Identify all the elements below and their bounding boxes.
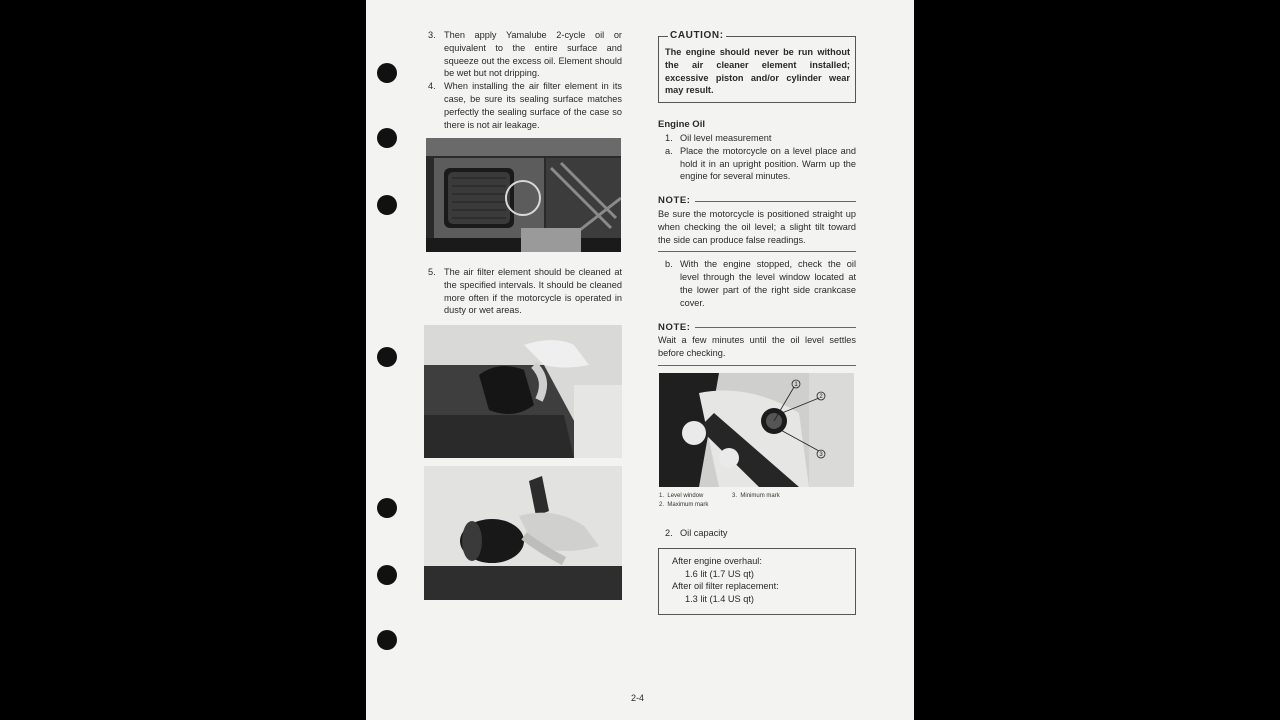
list-item: 5. The air filter element should be cleaned at the specified intervals. It should be cleaned more often if the motorcycle is operated in dusty or wet areas. — [428, 267, 622, 316]
callout-1: 1 — [794, 382, 798, 388]
list-item: 3. Then apply Yamalube 2-cycle oil or equivalent to the entire surface and squeeze out the excess oil. Element should be wet but not dripping. — [428, 30, 622, 79]
binder-hole — [377, 347, 397, 367]
oil-capacity-section — [658, 527, 856, 615]
right-column — [658, 29, 856, 366]
caution-box — [658, 30, 856, 103]
overhaul-value: 1.6 lit (1.7 US qt) — [685, 568, 754, 579]
note-text: Be sure the motorcycle is positioned straight up when checking the oil level; a slight tilt toward the side can produce false readings. — [658, 208, 856, 252]
air-filter-case-photo — [426, 138, 621, 252]
filter-value: 1.3 lit (1.4 US qt) — [685, 594, 754, 605]
binder-hole — [377, 498, 397, 518]
step-a: a. Place the motorcycle on a level place and hold it in an upright position. Warm up the engine for several minutes. — [665, 145, 856, 182]
note-heading: NOTE: — [658, 322, 856, 335]
filter-label: After oil filter replacement: — [672, 581, 779, 592]
left-column — [428, 29, 622, 131]
note-heading: NOTE: — [658, 195, 856, 208]
page-number: 2-4 — [631, 693, 645, 703]
step-oil-capacity: 2. Oil capacity — [665, 528, 728, 538]
binder-hole — [377, 195, 397, 215]
section-title-engine-oil: Engine Oil — [658, 119, 705, 131]
binder-hole — [377, 565, 397, 585]
caution-title: CAUTION: — [670, 30, 724, 41]
binder-hole — [377, 63, 397, 83]
list-item: 4. When installing the air filter element in its case, be sure its sealing surface matches perfectly the sealing surface of the case so there is not air leakage. — [428, 81, 622, 130]
oil-level-window-photo — [659, 373, 854, 487]
manual-page — [366, 0, 914, 720]
callout-3: 3 — [819, 452, 823, 458]
overhaul-label: After engine overhaul: — [672, 555, 762, 566]
step-oil-level: 1. Oil level measurement — [665, 132, 772, 143]
caution-text: The engine should never be run without the air cleaner element installed; excessive piston and/or cylinder wear may result. — [665, 47, 850, 96]
note-text: Wait a few minutes until the oil level settles before checking. — [658, 334, 856, 366]
capacity-box — [658, 548, 856, 615]
filter-oiling-photo — [424, 466, 622, 600]
callout-2: 2 — [819, 394, 823, 400]
binder-hole — [377, 128, 397, 148]
filter-cleaning-photo — [424, 325, 622, 458]
binder-hole — [377, 630, 397, 650]
step-b: b. With the engine stopped, check the oil level through the level window located at the lower part of the right side crankcase cover. — [665, 259, 856, 308]
figure-legend: 1. Level window 3. Minimum mark 2. Maximum mark — [659, 493, 780, 508]
